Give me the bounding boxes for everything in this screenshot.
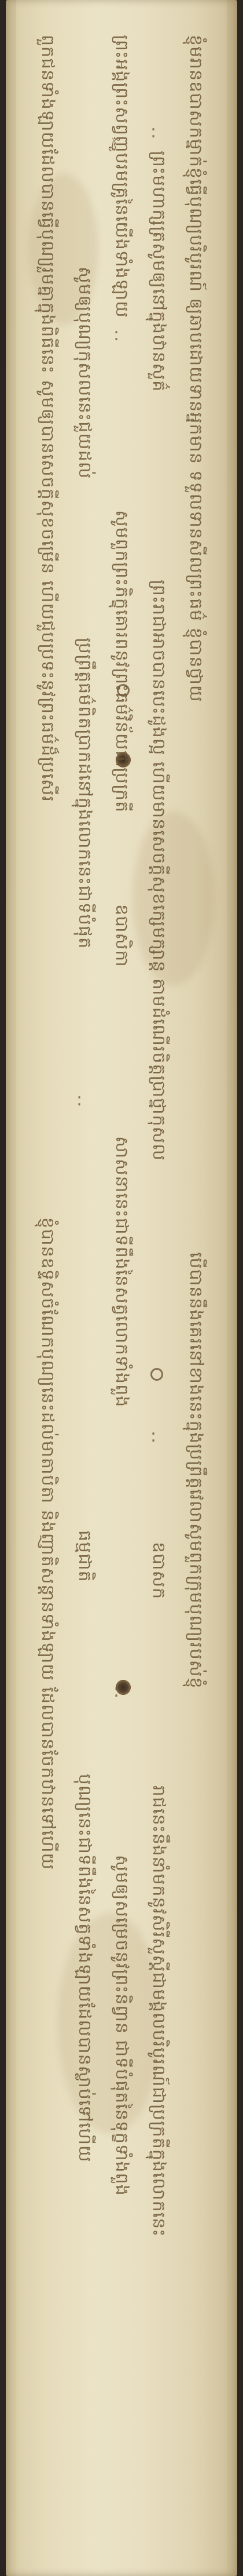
line-4-text-a: សូមឲ្យបុណ្យកុសលនេះជួយដល់	[75, 267, 95, 479]
line-2-text-d: រាជនេះនឹងនាំមកនូវសិរីសួស្តីជាមង្គលបរិបូរណ៍ជាប្រក្រតីក្នុងលោកនេះ	[149, 1785, 169, 2237]
manuscript-line-4	[72, 0, 97, 2576]
palm-leaf	[6, 0, 237, 2576]
left-leaf-edge	[6, 0, 16, 2576]
manuscript-line-5	[35, 0, 60, 2576]
line-5-text-b: ខ្ញុំបានឧទ្ទិសចំណែកបុណ្យនេះដល់មាតាបិតា និងញាតិសន្តានទាំងឡាយ ដែលបានចែកឋានទៅហើយ	[38, 1217, 58, 1871]
line-3-text-d: សាសនានេះជាទីពឹងនៃសត្វលោកទាំងពួង	[112, 1136, 132, 1408]
line-3-text-a: ព្រះអង្គព្រះសព្វញ្ញូបរមគ្រូនៃយើងទាំងឡាយ	[112, 35, 132, 318]
line-3-text-b: សូមពួកព្រះភិក្ខុគោរពនូវព្រះធម៌វិន័យជាប្រក្រតី	[112, 510, 132, 813]
line-1-text-a: ខ្ញុំមរានឧបាសកម្នាក់ខ្ញុំធ្វើបុណ្យបរិបូរណ៍ ឲ្យឆាបដោយទានអ្នកមាន ទទួលទានសីលព្រះធម៌ ខ្ញុំបានថ្វាយ	[186, 35, 206, 703]
line-3-text-e: សូមឲ្យសម្រេចនូវព្រះនិព្វាន ជាទីបំផុតនៃទុក្ខទាំងពួង	[112, 1855, 132, 2196]
circle-ornament	[117, 684, 130, 697]
line-2-text-b: ព្រះរាជាអាចបានបេះដូងល្អ ហើយមានសេចក្តីសុខក្សេមក្សាន្ត តាមដំណើរចិត្តប្រាថ្នាកុសល	[149, 580, 169, 1161]
manuscript-line-1	[183, 0, 208, 2576]
line-5-text-a: ពួកជនទាំងឡាយដែលបានធ្វើបុណ្យរួមគ្នាក្នុងពិធីនេះ សូមឲ្យបានសេចក្តីសុខចម្រើន ហើយជួបប្រទះនូវព្រះធម៌ដ៏ប្រសើរ	[38, 35, 58, 802]
manuscript-line-3	[109, 0, 134, 2576]
line-4-text-c: ធម្មជាតិ	[75, 1530, 95, 1582]
line-2-text-c: ឧបាសក	[149, 1542, 169, 1600]
punctuation-mark: :	[150, 1426, 157, 1446]
right-leaf-edge	[227, 0, 237, 2576]
manuscript-line-2	[146, 0, 171, 2576]
line-3-text-c: ឧបាសិកា	[112, 904, 132, 967]
punctuation-mark: :	[113, 1681, 120, 1701]
line-2-text-a: ព្រះមហាក្សត្រសូមឲ្យនៅក្នុងឋានសួគ៌	[149, 151, 169, 392]
punctuation-mark: :	[76, 1090, 83, 1110]
punctuation-mark: :	[150, 122, 157, 142]
line-4-text-d: បុណ្យនេះជាទីពឹងនៃសត្វទាំងឡាយដែលបានស្លាប់ទៅហើយ	[75, 1774, 95, 2163]
punctuation-mark: :	[113, 325, 120, 345]
line-1-text-b: បើបាននឹងគេរនៅខាងនេះក្នុងប្រព្រឹត្តវេលាសូមពួកក្រុមបុណ្យរបស់ខ្ញុំ	[186, 1252, 206, 1689]
circle-ornament	[150, 1368, 163, 1381]
line-4-text-b: ប្រព្រឹត្តធម៌ពិតប្រាកដនៅក្នុងលោកនេះជាទីបំផុត	[75, 638, 95, 949]
